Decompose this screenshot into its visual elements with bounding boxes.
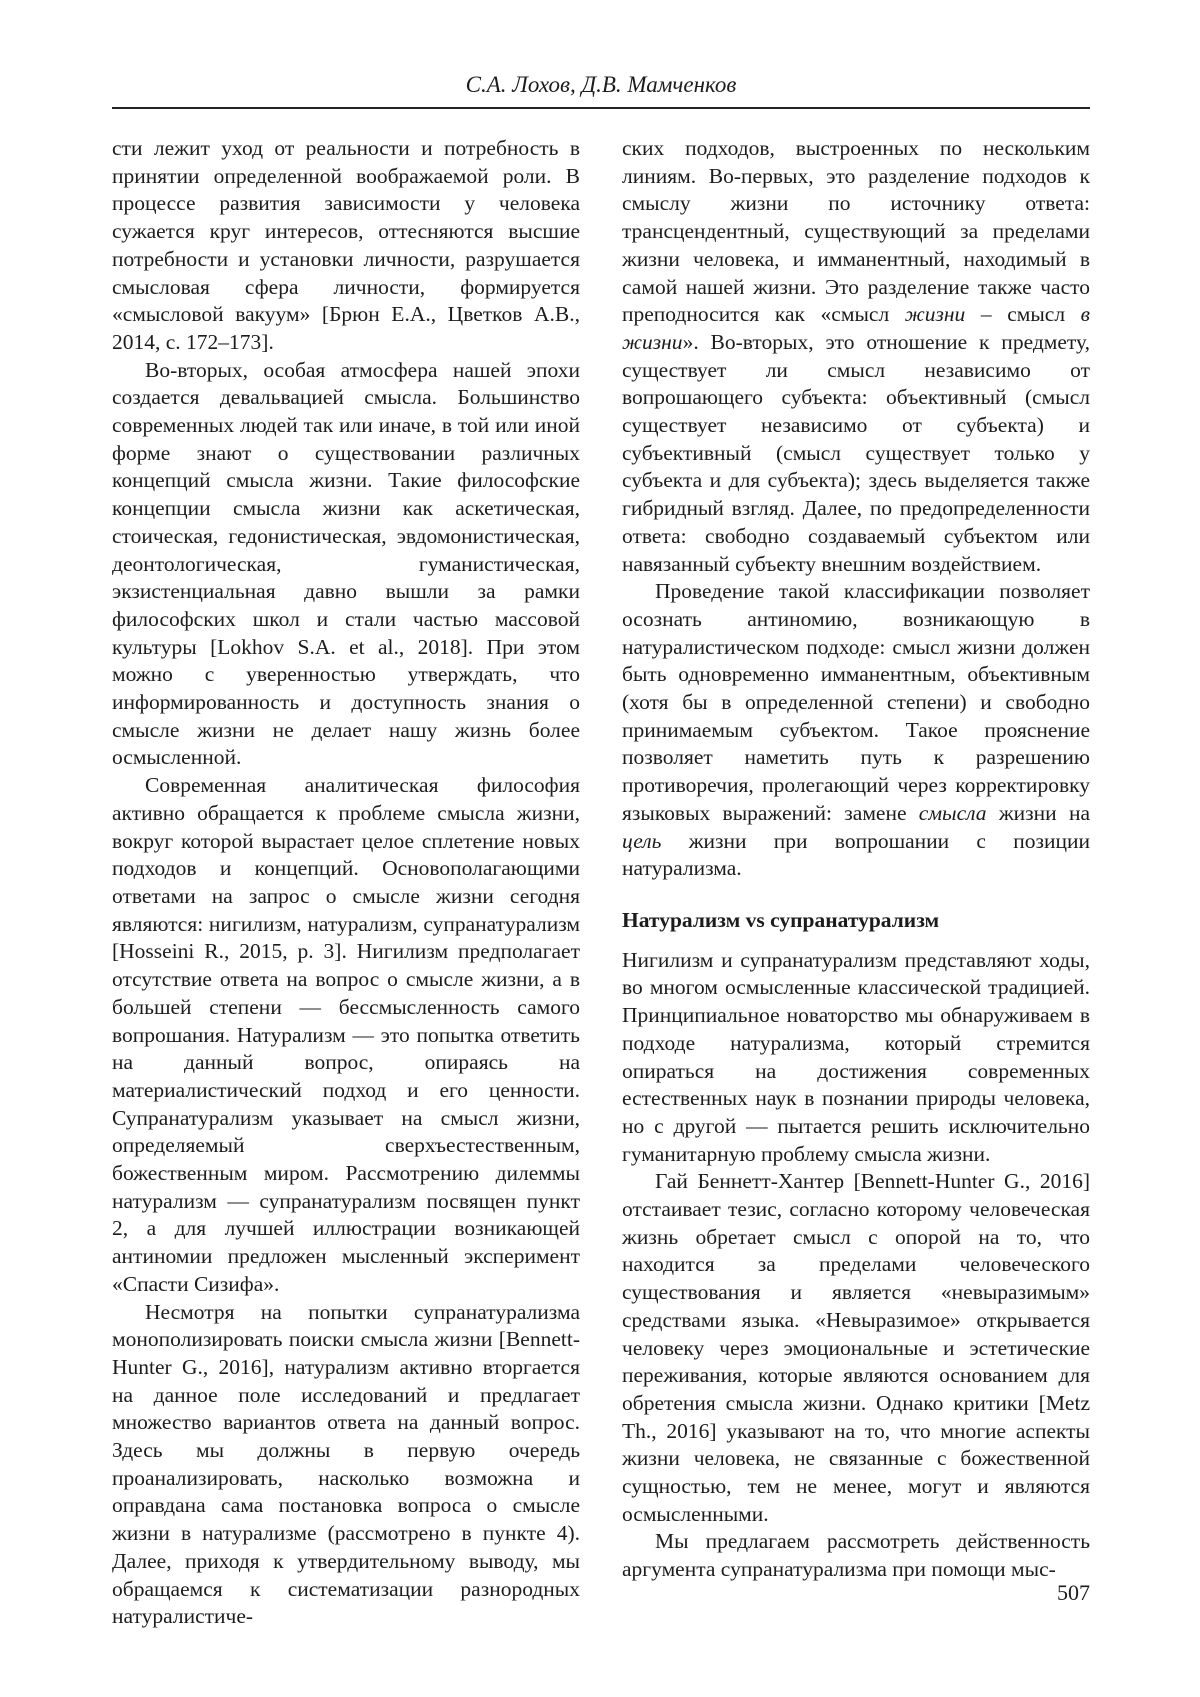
text-run: ских подходов, выстроенных по нескольким линиям. Во-первых, это разделение подходов к смыслу жизни по источнику ответа: трансцендентный, существующий за пределами жизни человека, и имманентный, находимый в самой нашей жизни. Это разделение также часто преподносится как «смысл [622, 136, 1090, 327]
italic-text-run: цель [622, 828, 662, 853]
paragraph [622, 947, 1090, 1169]
text-run: жизни при вопрошании с позиции натурализма. [622, 828, 1090, 881]
page-header [112, 0, 1090, 109]
text-run: Во-вторых, особая атмосфера нашей эпохи создается девальвацией смысла. Большинство современных людей так или иначе, в той или иной форме знают о существовании различных концепций смысла жизни. Такие философские концепции смысла жизни как аскетическая, стоическая, гедонистическая, эвдомонистическая, деонтологическая, гуманистическая, экзистенциальная давно вышли за рамки философских школ и стали частью массовой культуры [Lokhov S.A. et al., 2018]. При этом можно с уверенностью утверждать, что информированность и доступность знания о смысле жизни не делает нашу жизнь более осмысленной. [112, 357, 580, 770]
paragraph [112, 135, 580, 357]
page-number: 507 [1057, 1580, 1090, 1605]
page-content [112, 0, 1090, 1631]
running-head-authors: С.А. Лохов, Д.В. Мамченков [465, 72, 737, 97]
text-run: – смысл [965, 302, 1081, 327]
text-run: Гай Беннетт-Хантер [Bennett-Hunter G., 2016] отстаивает тезис, согласно которому человеческая жизнь обретает смысл с опорой на то, что находится за пределами человеческого существования и является «невыразимым» средствами языка. «Невыразимое» открывается человеку через эмоциональные и эстетические переживания, которые являются основанием для обретения смысла жизни. Однако критики [Metz Th., 2016] указывают на то, что многие аспекты жизни человека, не связанные с божественной сущностью, тем не менее, могут и являются осмысленными. [622, 1169, 1090, 1526]
text-run: Натурализм vs супранатурализм [622, 907, 940, 932]
text-run: Нигилизм и супранатурализм представляют ходы, во многом осмысленные классической традицией. Принципиальное новаторство мы обнаруживаем в подходе натурализма, который стремится опираться на достижения современных естественных наук в познании природы человека, но с другой — пытается решить исключительно гуманитарную проблему смысла жизни. [622, 947, 1090, 1166]
paragraph [112, 357, 580, 773]
paragraph [622, 1528, 1090, 1583]
italic-text-run: жизни [904, 302, 966, 327]
left-column [112, 135, 580, 1631]
text-run: Современная аналитическая философия активно обращается к проблеме смысла жизни, вокруг которой вырастает целое сплетение новых подходов и концепций. Основополагающими ответами на запрос о смысле жизни сегодня являются: нигилизм, натурализм, супранатурализм [Hosseini R., 2015, p. 3]. Нигилизм предполагает отсутствие ответа на вопрос о смысле жизни, а в большей степени — бессмысленность самого вопрошания. Натурализм — это попытка ответить на данный вопрос, опираясь на материалистический подход и его ценности. Супранатурализм указывает на смысл жизни, определяемый сверхъестественным, божественным миром. Рассмотрению дилеммы натурализм — супранатурализм посвящен пункт 2, а для лучшей иллюстрации возникающей антиномии предложен мысленный эксперимент «Спасти Сизифа». [112, 773, 580, 1296]
italic-text-run: смысла [918, 800, 987, 825]
two-column-layout [112, 135, 1090, 1631]
right-column [622, 135, 1090, 1631]
paragraph [112, 1299, 580, 1631]
text-run: Проведение такой классификации позволяет осознать антиномию, возникающую в натуралистическом подходе: смысл жизни должен быть одновременно имманентным, объективным (хотя бы в определенной степени) и свободно принимаемым субъектом. Такое прояснение позволяет наметить путь к разрешению противоречия, пролегающий через корректировку языковых выражений: замене [622, 579, 1090, 825]
italic-text-run: в жизни [622, 302, 1090, 354]
text-run: ». Во-вторых, это отношение к предмету, существует ли смысл независимо от вопрошающего субъекта: объективный (смысл существует независимо от субъекта) и субъективный (смысл существует только у субъекта и для субъекта); здесь выделяется также гибридный взгляд. Далее, по предопределенности ответа: свободно создаваемый субъектом или навязанный субъекту внешним воздействием. [622, 329, 1090, 576]
text-run: Мы предлагаем рассмотреть действенность аргумента супранатурализма при помощи мыс- [622, 1529, 1090, 1582]
paragraph [622, 1168, 1090, 1528]
text-run: Несмотря на попытки супранатурализма монополизировать поиски смысла жизни [Bennett-Hunter G., 2016], натурализм активно вторгается на данное поле исследований и предлагает множество вариантов ответа на данный вопрос. Здесь мы должны в первую очередь проанализировать, насколько возможна и оправдана сама постановка вопроса о смысле жизни в натурализме (рассмотрено в пункте 4). Далее, приходя к утвердительному выводу, мы обращаемся к систематизации разнородных натуралистиче- [112, 1299, 580, 1629]
section-heading [622, 907, 1090, 935]
header-rule [112, 107, 1090, 109]
paragraph [112, 772, 580, 1298]
paragraph [622, 578, 1090, 883]
paragraph [622, 135, 1090, 578]
text-run: сти лежит уход от реальности и потребность в принятии определенной воображаемой роли. В процессе развития зависимости у человека сужается круг интересов, оттесняются высшие потребности и установки личности, разрушается смысловая сфера личности, формируется «смысловой вакуум» [Брюн Е.А., Цветков А.В., 2014, с. 172–173]. [112, 136, 580, 354]
text-run: жизни на [986, 800, 1090, 825]
